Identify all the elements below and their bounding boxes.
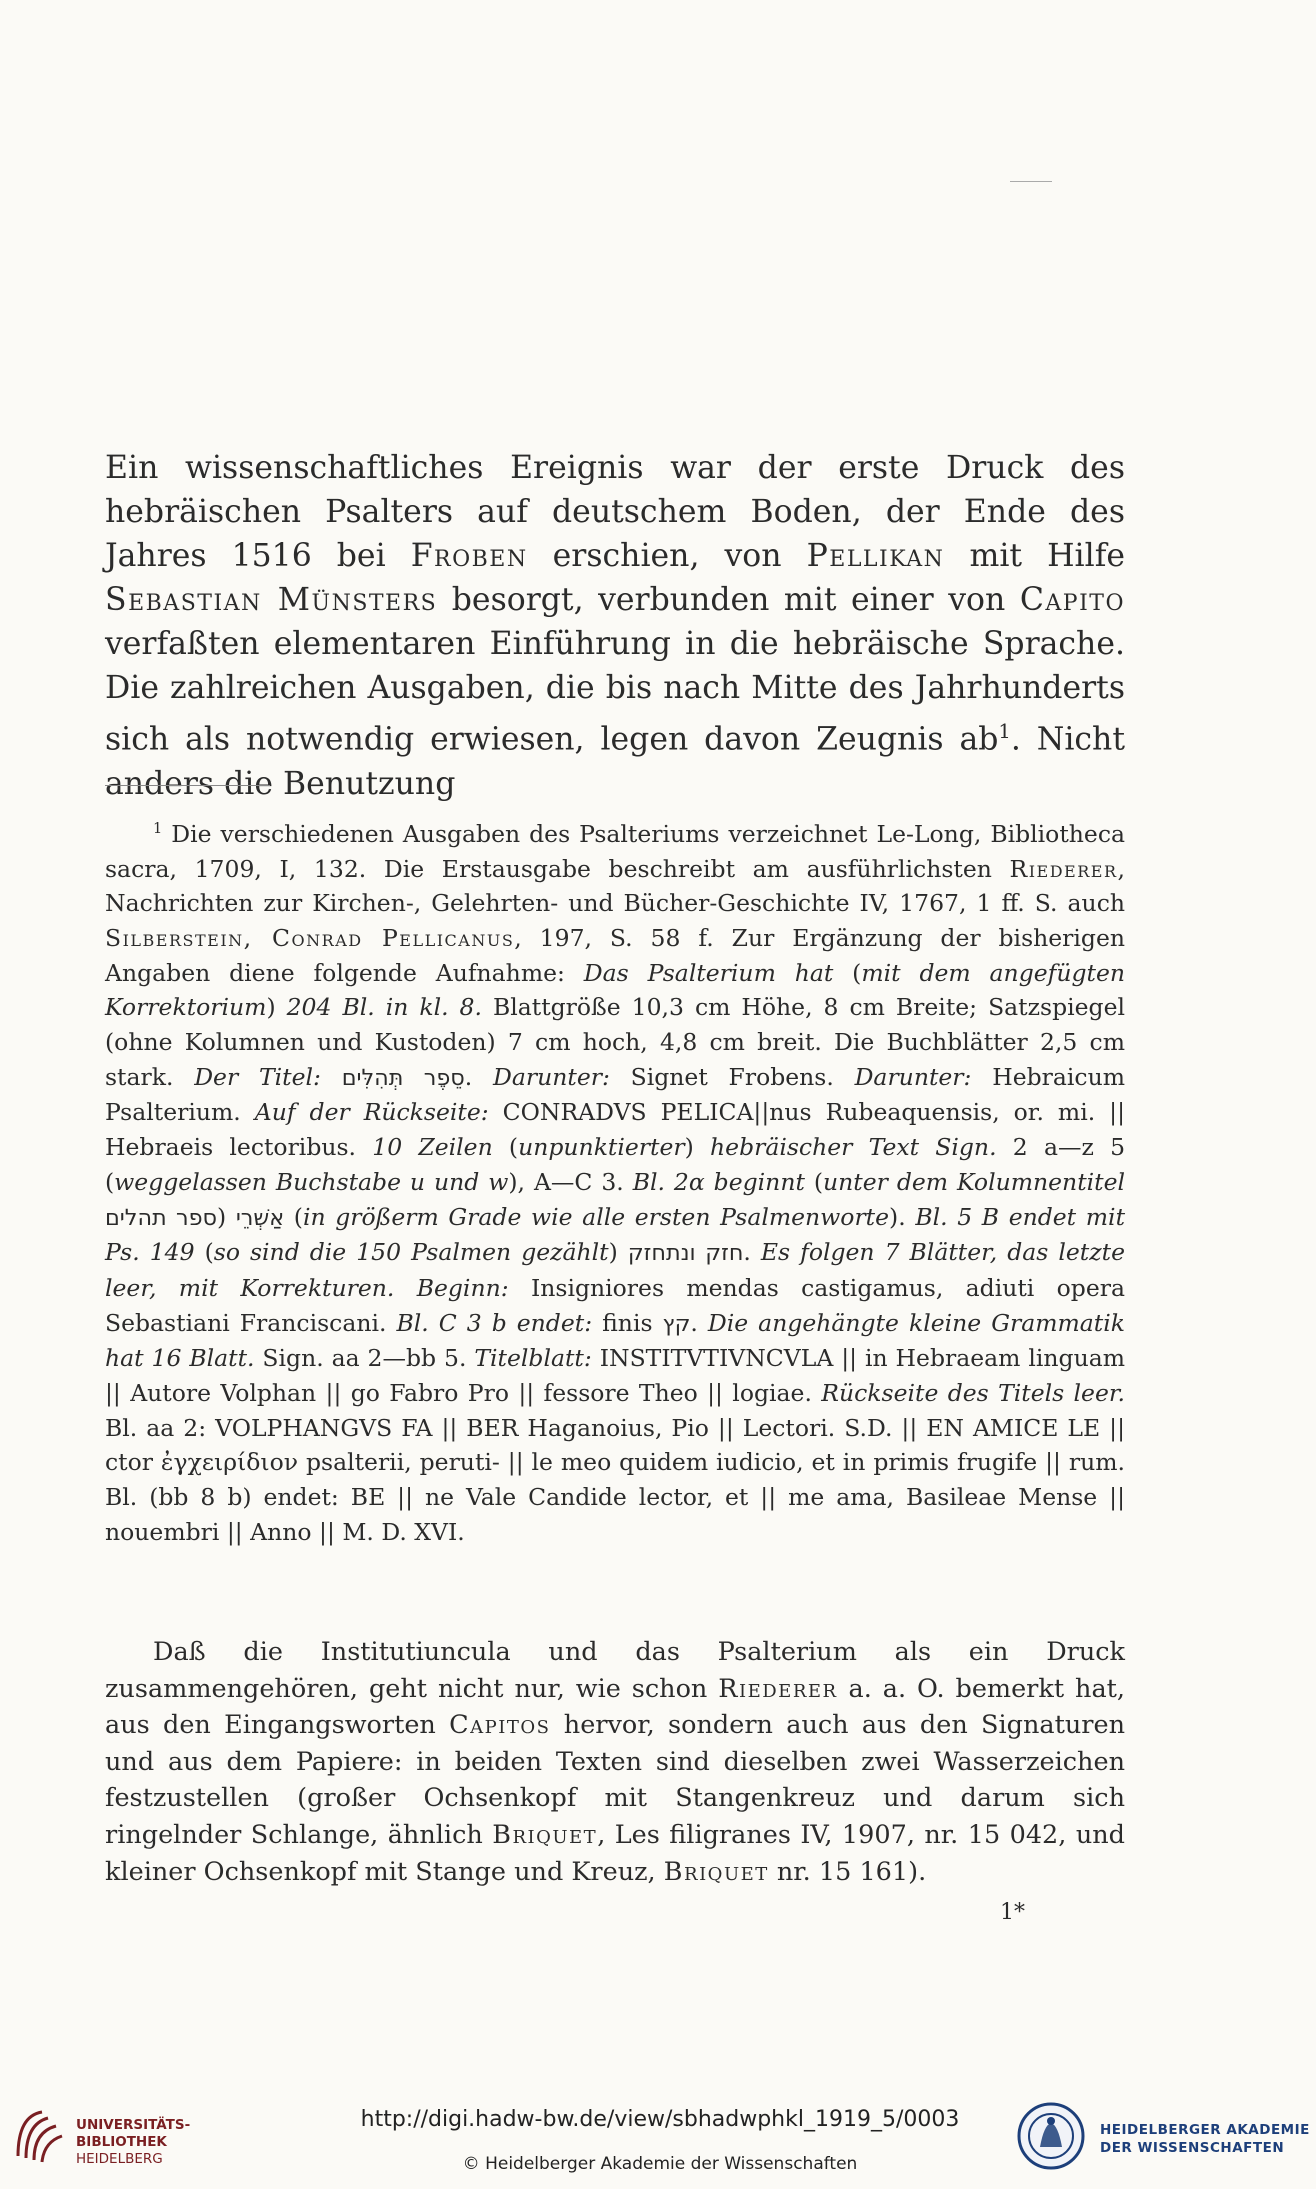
author-name: Capito	[1019, 582, 1126, 618]
permalink-url[interactable]: http://digi.hadw-bw.de/view/sbhadwphkl_1919_5/0003	[360, 2107, 960, 2132]
author-name: Pellikan	[806, 538, 945, 574]
author-name: Sebastian Münsters	[105, 582, 438, 618]
footnote-separator	[105, 785, 270, 786]
hebrew-text: סֵפֶר תְּהִלִּים	[341, 1064, 465, 1091]
hebrew-text: ספר תהלים	[105, 1204, 217, 1231]
university-library-name[interactable]: UNIVERSITÄTS- BIBLIOTHEK HEIDELBERG	[76, 2117, 191, 2167]
header-rule	[1010, 181, 1052, 182]
university-library-logo-icon[interactable]	[12, 2106, 66, 2166]
hebrew-text: אַשְׁרֵי	[235, 1204, 285, 1231]
footnote-reference: 1	[998, 720, 1011, 743]
academy-seal-icon[interactable]	[1016, 2101, 1086, 2171]
page-number: 1*	[1000, 1900, 1025, 1925]
footnote-mark: 1	[153, 820, 163, 837]
academy-name[interactable]: HEIDELBERGER AKADEMIE DER WISSENSCHAFTEN	[1100, 2122, 1310, 2156]
hebrew-text: חזק ונתחזק	[627, 1240, 744, 1267]
main-paragraph: Ein wissenschaftliches Ereignis war der erste Druck des hebräischen Psalters auf deutschem Boden, der Ende des Jahres 1516 bei Froben erschien, von Pellikan mit Hilfe Sebastian Münsters besorgt, verbunden mit einer von Capito verfaßten elementaren Einführung in die hebräische Sprache. Die zahlreichen Ausgaben, die bis nach Mitte des Jahrhunderts sich als notwendig erwiesen, legen davon Zeugnis $ab^1$. Nicht anders die Benutzung	[105, 450, 1126, 802]
author-name: Froben	[410, 538, 528, 574]
hebrew-text: קץ	[662, 1310, 691, 1337]
second-paragraph: Daß die Institutiuncula und das Psalterium als ein Druck zusammengehören, geht nicht nur, wie schon Riederer a. a. O. bemerkt hat, aus den Eingangsworten Capitos hervor, sondern auch aus den Signaturen und aus dem Papiere: in beiden Texten sind dieselben zwei Wasserzeichen festzustellen (großer Ochsenkopf mit Stangenkreuz und darum sich ringelnder Schlange, ähnlich Briquet, Les filigranes IV, 1907, nr. 15 042, und kleiner Ochsenkopf mit Stange und Kreuz, Briquet nr. 15 161).	[105, 1637, 1125, 1887]
copyright-notice: © Heidelberger Akademie der Wissenschaften	[462, 2154, 858, 2174]
footnote: $^1$ Die verschiedenen Ausgaben des Psalteriums verzeichnet Le-Long, Bibliotheca sacra, 1709, I, 132. Die Erstausgabe beschreibt am ausführlichsten Riederer, Nachrichten zur Kirchen-, Gelehrten- und Bücher-Geschichte IV, 1767, 1 ff. S. auch Silberstein, Conrad Pellicanus, 197, S. 58 f. Zur Ergänzung der bisherigen Angaben diene folgende Aufnahme: Das Psalterium hat (mit dem angefügten Korrektorium) 204 Bl. in kl. 8. Blattgröße 10,3 cm Höhe, 8 cm Breite; Satzspiegel (ohne Kolumnen und Kustoden) 7 cm hoch, 4,8 cm breit. Die Buchblätter 2,5 cm stark. Der Titel: סֵפֶר תְּהִלִּים. Darunter: Signet Frobens. Darunter: Hebraicum Psalterium. Auf der Rückseite: CONRADVS PELICA||nus Rubeaquensis, or. mi. || Hebraeis lectoribus. 10 Zeilen (unpunktierter) hebräischer Text Sign. 2 a—z 5 (weggelassen Buchstabe u und w), A—C 3. Bl. 2α beginnt (unter dem Kolumnentitel ספר תהלים) אַשְׁרֵי (in größerm Grade wie alle ersten Psalmenworte). Bl. 5 B endet mit Ps. 149 (so sind die 150 Psalmen gezählt) חזק ונתחזק. Es folgen 7 Blätter, das letzte leer, mit Korrekturen. Beginn: Insigniores mendas castigamus, adiuti opera Sebastiani Franciscani. Bl. C 3 b endet: finis קץ. Die angehängte kleine Grammatik hat 16 Blatt. Sign. aa 2—bb 5. Titelblatt: INSTITVTIVNCVLA || in Hebraeam linguam || Autore Volphan || go Fabro Pro || fessore Theo || logiae. Rückseite des Titels leer. Bl. aa 2: VOLPHANGVS FA || BER Haganoius, Pio || Lectori. S.D. || EN AMICE LE || ctor ἐγχειρίδιον psalterii, peruti- || le meo quidem iudicio, et in primis frugife || rum. Bl. (bb 8 b) endet: BE || ne Vale Candide lector, et || me ama, Basileae Mense || nouembri || Anno || M. D. XVI.	[105, 819, 1126, 1546]
